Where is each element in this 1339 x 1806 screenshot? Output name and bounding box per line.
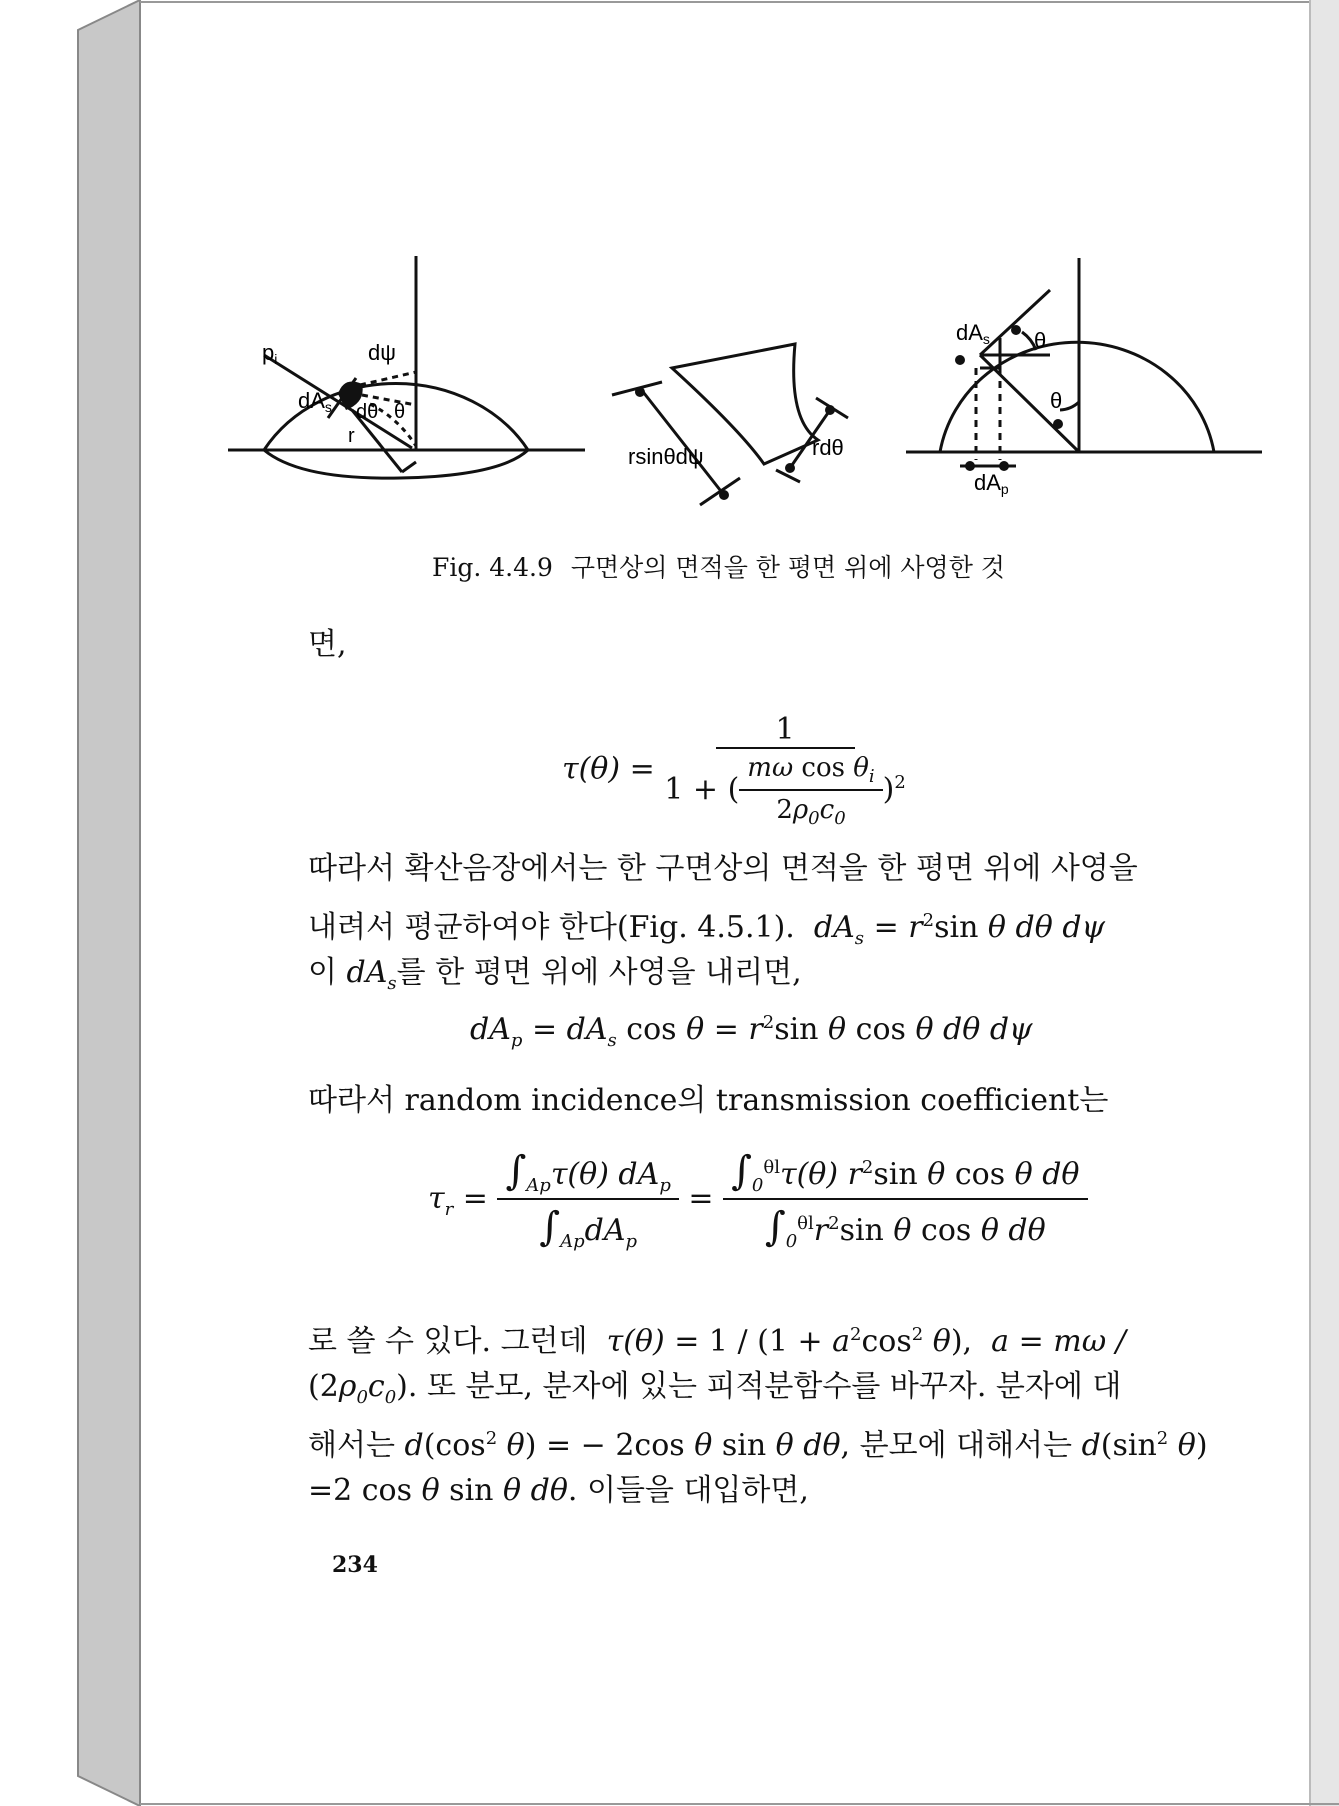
theta-right-top-label: θ	[1034, 328, 1047, 353]
figure-4-4-9	[0, 0, 1339, 540]
figure-caption	[432, 548, 1005, 584]
pi-label: pi	[262, 340, 278, 367]
para3-line3: 해서는 $d(\cos^2$ θ) = − 2cos θ sin θ dθ, 분모에 대해서는 $d(\sin^2$ θ)	[308, 1428, 1208, 1463]
equation-dAp: $dA_p = dA_s$ $\cos \theta = r^2\sin$ θ cos θ dθ dψ	[470, 1012, 1033, 1051]
para3-line2: $(2\rho_0c_0)$. 또 분모, 분자에 있는 피적분함수를 바꾸자. 분자에 대	[308, 1369, 1122, 1408]
caption-number: Fig. 4.4.9	[432, 553, 553, 582]
caption-text: 구면상의 면적을 한 평면 위에 사영한 것	[570, 553, 1005, 582]
theta-label: θ	[394, 401, 406, 423]
text-myeon: 면,	[308, 627, 347, 662]
equation-tau-r: $\tau_r$ = $\frac{\int_{Ap}\tau(\theta) dA_p}{\int_{Ap}dA_p}$ = $\frac{\int_0^{\theta l}\tau(\theta) r^2\sin \theta \cos \theta d\theta}{\int_0^{\theta l}r^2\sin \theta \cos \theta d\theta}$	[428, 1148, 1088, 1252]
para1-line3: 이 $dA_s$를 한 평면 위에 사영을 내리면,	[308, 955, 802, 994]
para3-line1: 로 쓸 수 있다. 그런데 $\tau(\theta) = 1 / (1 + a^2\cos^2$ θ), a = mω /	[308, 1324, 1126, 1359]
dpsi-label: dψ	[368, 340, 396, 365]
dAs-right-label: dAs	[956, 320, 990, 347]
rsin-label: rsinθdψ	[628, 444, 704, 469]
theta-right-mid-label: θ	[1050, 388, 1063, 413]
para1-line1: 따라서 확산음장에서는 한 구면상의 면적을 한 평면 위에 사영을	[308, 851, 1138, 886]
equation-tau: τ(θ) = 1 1 + ( $\frac{m\omega \cos \theta_i}{2\rho_0c_0}$ )$^2$	[562, 712, 906, 830]
r-label: r	[348, 425, 355, 447]
patch-figure	[612, 344, 848, 505]
dAs-label: dAs	[298, 388, 332, 415]
hemisphere-figure	[228, 256, 585, 478]
dtheta-label: dθ	[356, 401, 379, 423]
page-number: 234	[332, 1552, 378, 1578]
dAp-label: dAp	[974, 470, 1009, 497]
rdtheta-label: rdθ	[812, 435, 844, 460]
para2: 따라서 random incidence의 transmission coefficient는	[308, 1083, 1109, 1118]
para3-line4: =2 cos θ sin θ dθ. 이들을 대입하면,	[308, 1473, 809, 1508]
para1-line2: 내려서 평균하여야 한다(Fig. 4.5.1). $dA_s = r^2\sin$ θ dθ dψ	[308, 910, 1106, 949]
